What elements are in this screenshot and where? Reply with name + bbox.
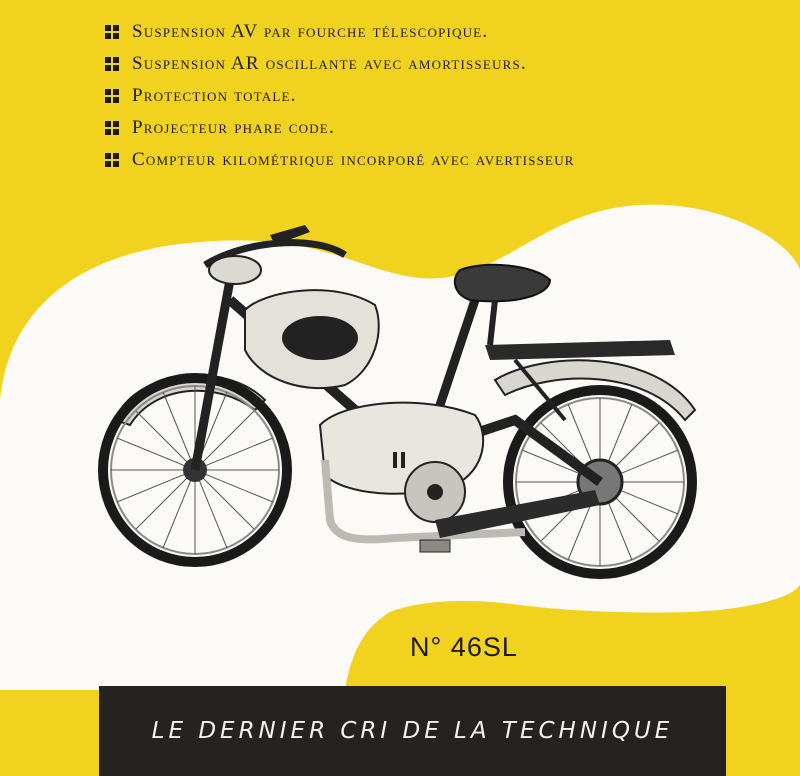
square-grid-bullet-icon bbox=[104, 88, 120, 104]
headlight bbox=[209, 256, 261, 284]
model-number: N° 46SL bbox=[410, 632, 518, 662]
feature-text: Protection totale. bbox=[132, 85, 297, 106]
feature-list bbox=[104, 16, 575, 176]
feature-item bbox=[104, 112, 575, 144]
feature-text: Suspension AV par fourche télescopique. bbox=[132, 21, 489, 42]
square-grid-bullet-icon bbox=[104, 56, 120, 72]
feature-item bbox=[104, 80, 575, 112]
feature-text: Suspension AR oscillante avec amortisseurs. bbox=[132, 53, 527, 74]
feature-item bbox=[104, 48, 575, 80]
slogan-banner bbox=[99, 686, 726, 776]
feature-item bbox=[104, 144, 575, 176]
moped-photo bbox=[95, 220, 705, 580]
square-grid-bullet-icon bbox=[104, 152, 120, 168]
square-grid-bullet-icon bbox=[104, 120, 120, 136]
square-grid-bullet-icon bbox=[104, 24, 120, 40]
feature-text: Compteur kilométrique incorporé avec avertisseur bbox=[132, 149, 575, 170]
rear-rack bbox=[485, 340, 675, 360]
seat bbox=[455, 265, 550, 302]
feature-item bbox=[104, 16, 575, 48]
pedal bbox=[420, 540, 450, 552]
slogan-text: LE DERNIER CRI DE LA TECHNIQUE bbox=[151, 718, 674, 744]
feature-text: Projecteur phare code. bbox=[132, 117, 335, 138]
